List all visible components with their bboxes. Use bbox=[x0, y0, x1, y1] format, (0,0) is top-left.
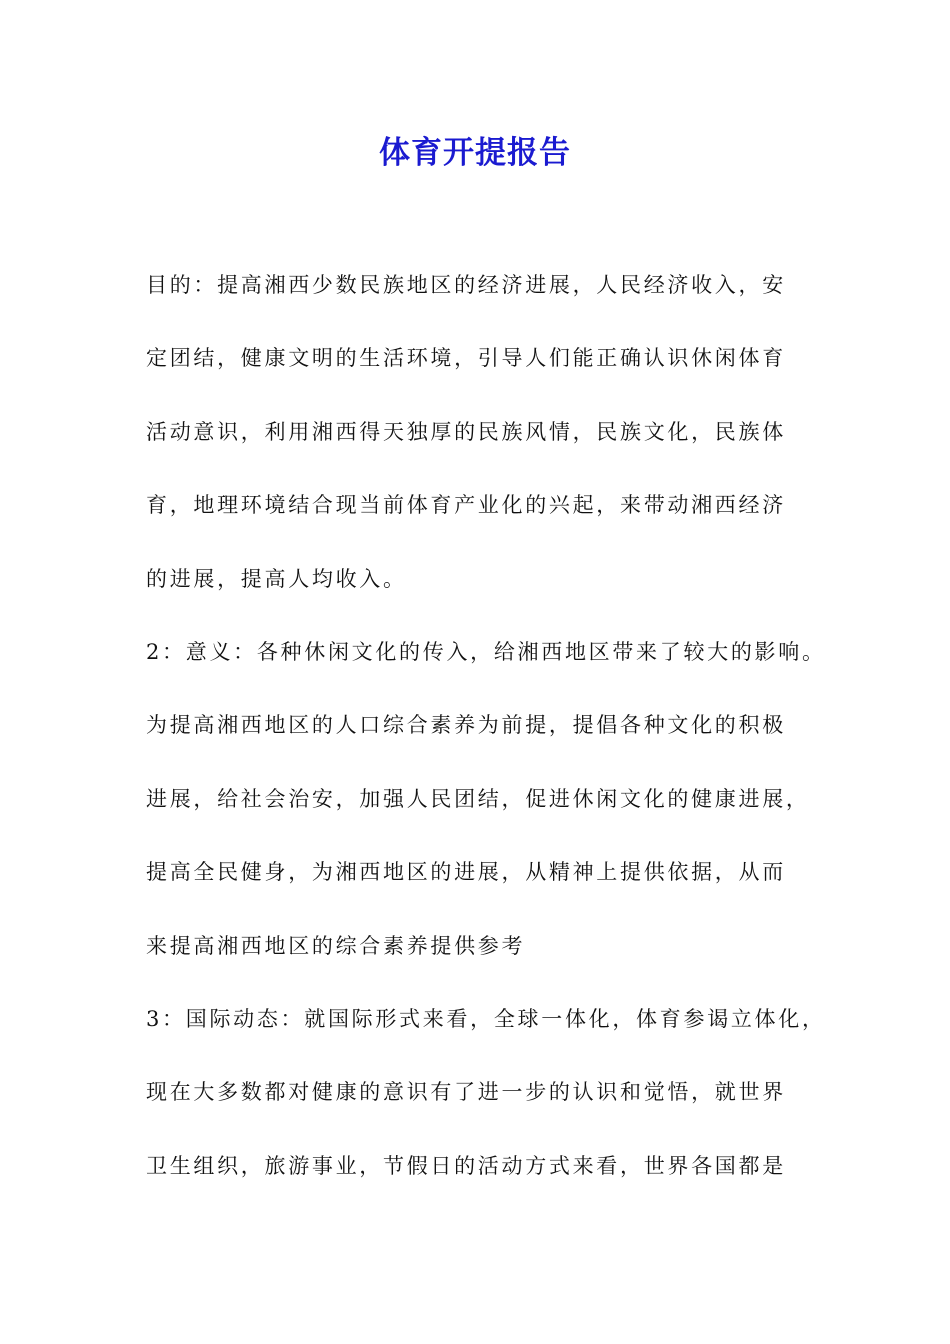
body-line-2: 定团结，健康文明的生活环境，引导人们能正确认识休闲体育 bbox=[146, 346, 786, 371]
body-line-12: 现在大多数都对健康的意识有了进一步的认识和觉悟，就世界 bbox=[146, 1080, 786, 1105]
body-line-13: 卫生组织，旅游事业，节假日的活动方式来看，世界各国都是 bbox=[146, 1153, 786, 1178]
body-line-3: 活动意识，利用湘西得天独厚的民族风情，民族文化，民族体 bbox=[146, 419, 786, 444]
body-line-5: 的进展，提高人均收入。 bbox=[146, 566, 407, 591]
body-line-10: 来提高湘西地区的综合素养提供参考 bbox=[146, 933, 526, 958]
document-title: 体育开提报告 bbox=[379, 135, 571, 171]
body-line-8: 进展，给社会治安，加强人民团结，促进休闲文化的健康进展， bbox=[146, 786, 810, 811]
body-line-7: 为提高湘西地区的人口综合素养为前提，提倡各种文化的积极 bbox=[146, 713, 786, 738]
body-line-9: 提高全民健身，为湘西地区的进展，从精神上提供依据，从而 bbox=[146, 860, 786, 885]
body-line-6: 2：意义：各种休闲文化的传入，给湘西地区带来了较大的影响。 bbox=[146, 639, 826, 664]
document-body bbox=[146, 262, 826, 1216]
body-line-4: 育，地理环境结合现当前体育产业化的兴起，来带动湘西经济 bbox=[146, 493, 786, 518]
body-line-11: 3：国际动态：就国际形式来看，全球一体化，体育参谒立体化， bbox=[146, 1006, 826, 1031]
body-line-1: 目的：提高湘西少数民族地区的经济进展，人民经济收入，安 bbox=[146, 273, 786, 297]
